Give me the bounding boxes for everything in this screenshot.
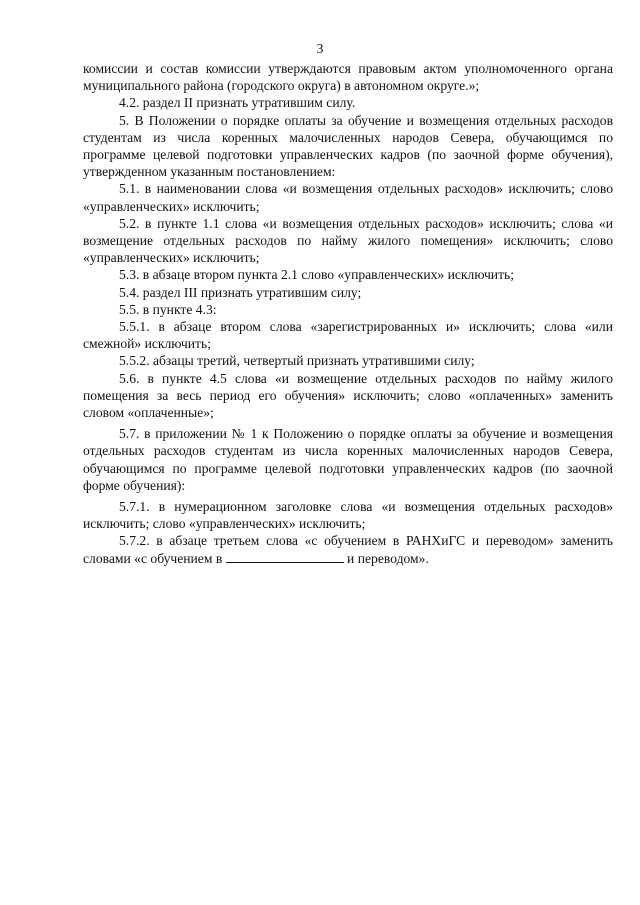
paragraph-5-7: 5.7. в приложении № 1 к Положению о порядке оплаты за обучение и возмещения отдельных расходов студентам из числа коренных малочисленных народов Севера, обучающимся по программе целевой подготовки управленческих кадров (по заочной форме обучения): [83,426,613,493]
page-number: 3 [316,41,324,56]
paragraph-5-7-2-ending: и переводом». [343,550,429,566]
paragraph-5-7-2-text: 5.7.2. в абзаце третьем слова «с обучением в РАНХиГС и переводом» заменить словами «с обучением в [83,533,613,566]
paragraph-5-1: 5.1. в наименовании слова «и возмещения отдельных расходов» исключить; слово «управленческих» исключить; [83,181,613,214]
paragraph-5-5-1: 5.5.1. в абзаце втором слова «зарегистрированных и» исключить; слова «или смежной» исключить; [83,319,613,352]
paragraph-5: 5. В Положении о порядке оплаты за обучение и возмещения отдельных расходов студентам из числа коренных малочисленных народов Севера, обучающимся по программе целевой подготовки управленческих кадров (по заочной форме обучения), утвержденном указанным постановлением: [83,112,613,180]
paragraph-5-5-2: 5.5.2. абзацы третий, четвертый признать утратившими силу; [119,353,475,369]
document-body [83,60,613,567]
paragraph-5-3: 5.3. в абзаце втором пункта 2.1 слово «управленческих» исключить; [119,267,514,283]
paragraph-5-4: 5.4. раздел III признать утратившим силу; [119,284,362,300]
paragraph-4-2: 4.2. раздел II признать утратившим силу. [119,95,356,111]
fill-in-blank [226,552,344,563]
paragraph-5-6: 5.6. в пункте 4.5 слова «и возмещение отдельных расходов по найму жилого помещения за весь период его обучения» исключить; слово «оплаченных» заменить словом «оплаченные»; [83,370,613,421]
paragraph-5-2: 5.2. в пункте 1.1 слова «и возмещения отдельных расходов» исключить; слова «и возмещение отдельных расходов по найму жилого помещения» исключить; слово «управленческих» исключить; [83,215,613,266]
paragraph-5-7-2 [83,532,613,566]
paragraph-5-5: 5.5. в пункте 4.3: [119,301,217,317]
paragraph-5-7-1: 5.7.1. в нумерационном заголовке слова «и возмещения отдельных расходов» исключить; слово «управленческих» исключить; [83,499,613,532]
paragraph-commission-continuation: комиссии и состав комиссии утверждаются правовым актом уполномоченного органа муниципального района (городского округа) в автономном округе.»; [83,61,613,94]
